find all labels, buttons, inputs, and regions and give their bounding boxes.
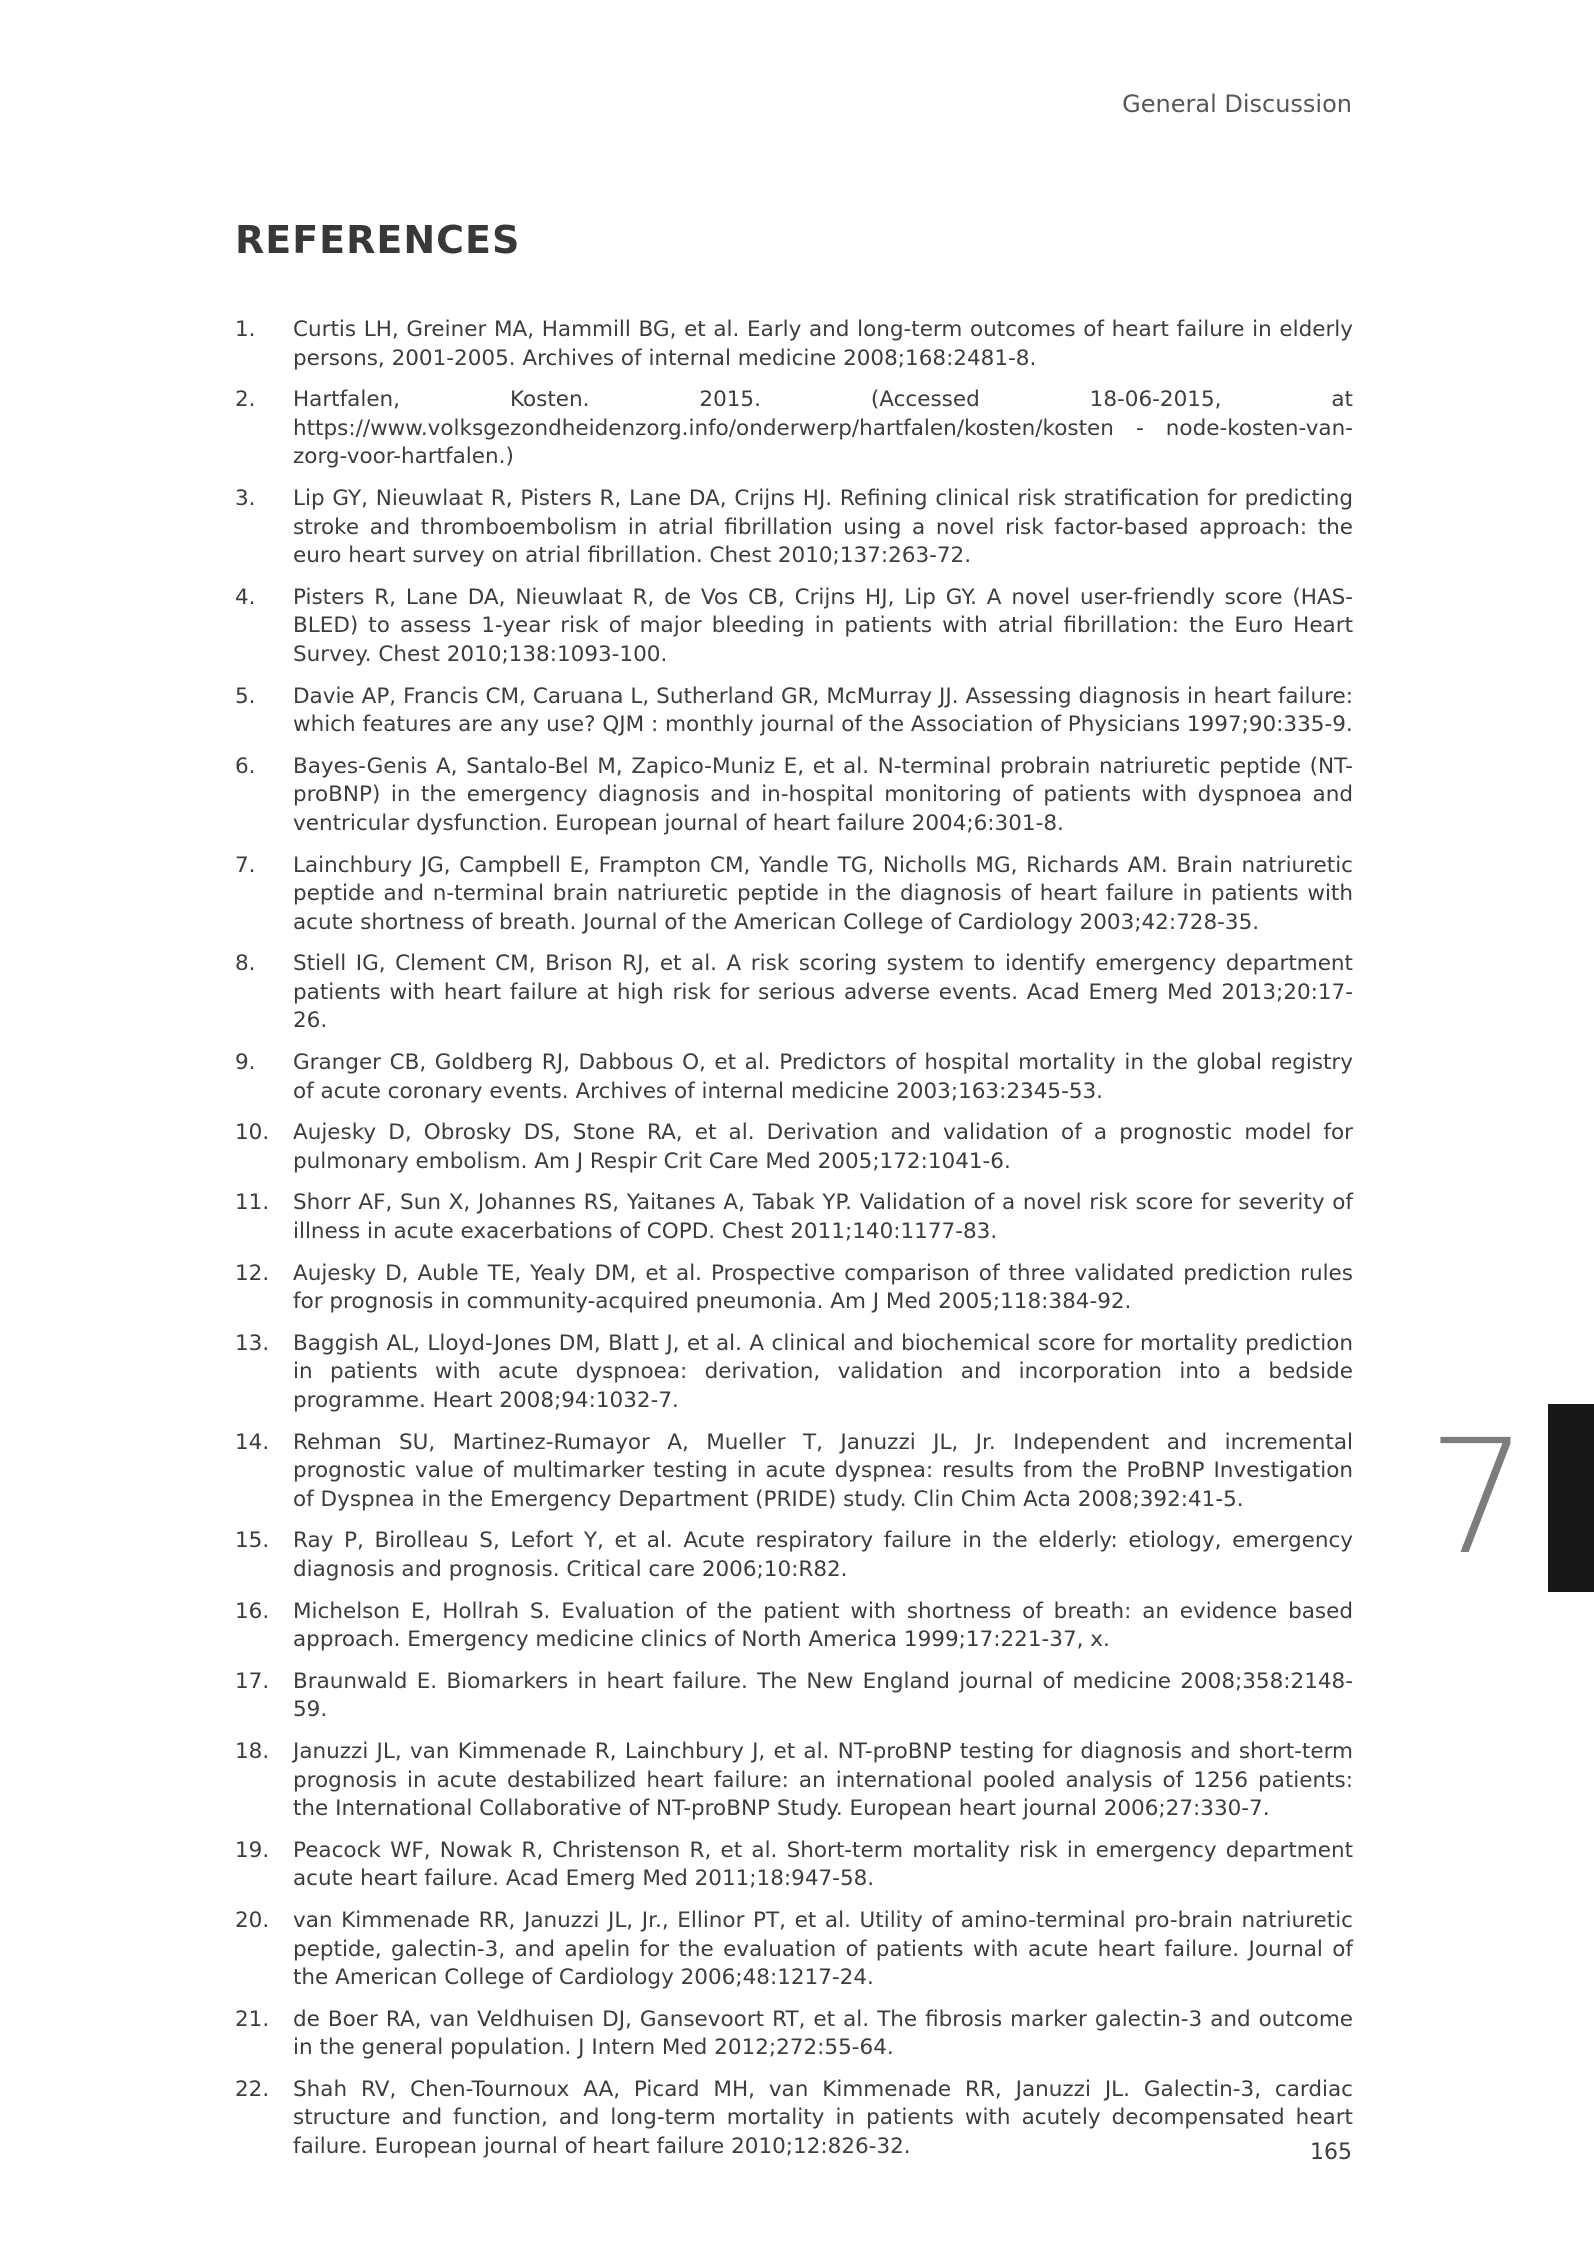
reference-number: 20. — [235, 1907, 270, 1933]
reference-number: 8. — [235, 951, 256, 977]
references-list — [235, 316, 1353, 2162]
reference-item — [235, 1049, 1353, 1106]
reference-text: Januzzi JL, van Kimmenade R, Lainchbury J, et al. NT-proBNP testing for diagnosis and short-term prognosis in acute destabilized heart failure: an international pooled analysis of 1256 patients: the International Collaborative of NT-proBNP Study. European heart journal 2006;27:330-7. — [293, 1738, 1353, 1822]
reference-item — [235, 485, 1353, 571]
reference-number: 19. — [235, 1837, 270, 1863]
reference-item — [235, 1527, 1353, 1584]
reference-text: Bayes-Genis A, Santalo-Bel M, Zapico-Muniz E, et al. N-terminal probrain natriuretic peptide (NT-proBNP) in the emergency diagnosis and in-hospital monitoring of patients with dyspnoea and ventricular dysfunction. European journal of heart failure 2004;6:301-8. — [293, 753, 1353, 836]
reference-number: 5. — [235, 683, 256, 709]
reference-number: 15. — [235, 1528, 270, 1554]
reference-number: 16. — [235, 1598, 270, 1624]
reference-item — [235, 1119, 1353, 1176]
reference-item — [235, 1738, 1353, 1824]
reference-text: Curtis LH, Greiner MA, Hammill BG, et al. Early and long-term outcomes of heart failure in elderly persons, 2001-2005. Archives of internal medicine 2008;168:2481-8. — [293, 317, 1353, 371]
reference-text: Michelson E, Hollrah S. Evaluation of the patient with shortness of breath: an evidence based approach. Emergency medicine clinics of North America 1999;17:221-37, x. — [293, 1598, 1353, 1653]
reference-number: 18. — [235, 1738, 270, 1764]
reference-number: 2. — [235, 387, 256, 413]
reference-text: Baggish AL, Lloyd-Jones DM, Blatt J, et al. A clinical and biochemical score for mortality prediction in patients with acute dyspnoea: derivation, validation and incorporation into a bedside programme. Heart 2008;94:1032-7. — [293, 1330, 1353, 1413]
reference-item — [235, 1837, 1353, 1894]
reference-item — [235, 1598, 1353, 1655]
reference-text: Hartfalen, Kosten. 2015. (Accessed 18-06-2015, at https://www.volksgezondheidenzorg.info/onderwerp/hartfalen/kosten/kosten - node-kosten-van-zorg-voor-hartfalen.) — [293, 387, 1353, 470]
reference-item — [235, 753, 1353, 839]
reference-text: Lainchbury JG, Campbell E, Frampton CM, Yandle TG, Nicholls MG, Richards AM. Brain natriuretic peptide and n-terminal brain natriuretic peptide in the diagnosis of heart failure in patients with acute shortness of breath. Journal of the American College of Cardiology 2003;42:728-35. — [293, 852, 1353, 935]
reference-item — [235, 2006, 1353, 2063]
reference-item — [235, 1907, 1353, 1993]
reference-text: Lip GY, Nieuwlaat R, Pisters R, Lane DA, Crijns HJ. Refining clinical risk stratification for predicting stroke and thromboembolism in atrial fibrillation using a novel risk factor-based approach: the euro heart survey on atrial fibrillation. Chest 2010;137:263-72. — [293, 485, 1353, 569]
reference-number: 9. — [235, 1050, 256, 1076]
reference-number: 17. — [235, 1668, 270, 1694]
reference-text: Shah RV, Chen-Tournoux AA, Picard MH, van Kimmenade RR, Januzzi JL. Galectin-3, cardiac structure and function, and long-term mortality in patients with acutely decompensated heart failure. European journal of heart failure 2010;12:826-32. — [293, 2076, 1353, 2160]
reference-text: Braunwald E. Biomarkers in heart failure. The New England journal of medicine 2008;358:2148-59. — [293, 1668, 1353, 1723]
reference-number: 13. — [235, 1330, 270, 1356]
reference-number: 11. — [235, 1190, 270, 1216]
page-number: 165 — [1310, 2140, 1352, 2165]
reference-item — [235, 1189, 1353, 1246]
reference-number: 4. — [235, 584, 256, 610]
reference-text: Rehman SU, Martinez-Rumayor A, Mueller T, Januzzi JL, Jr. Independent and incremental prognostic value of multimarker testing in acute dyspnea: results from the ProBNP Investigation of Dyspnea in the Emergency Department (PRIDE) study. Clin Chim Acta 2008;392:41-5. — [293, 1429, 1353, 1512]
reference-item — [235, 316, 1353, 373]
reference-text: Peacock WF, Nowak R, Christenson R, et al. Short-term mortality risk in emergency department acute heart failure. Acad Emerg Med 2011;18:947-58. — [293, 1837, 1353, 1892]
reference-text: Davie AP, Francis CM, Caruana L, Sutherland GR, McMurray JJ. Assessing diagnosis in heart failure: which features are any use? QJM : monthly journal of the Association of Physicians 1997;90:335-9. — [293, 683, 1353, 738]
reference-number: 7. — [235, 852, 256, 878]
section-title: REFERENCES — [235, 218, 521, 262]
reference-text: Stiell IG, Clement CM, Brison RJ, et al. A risk scoring system to identify emergency department patients with heart failure at high risk for serious adverse events. Acad Emerg Med 2013;20:17-26. — [293, 951, 1353, 1034]
reference-item — [235, 1668, 1353, 1725]
reference-number: 6. — [235, 753, 256, 779]
reference-item — [235, 1330, 1353, 1416]
reference-text: van Kimmenade RR, Januzzi JL, Jr., Ellinor PT, et al. Utility of amino-terminal pro-brain natriuretic peptide, galectin-3, and apelin for the evaluation of patients with acute heart failure. Journal of the American College of Cardiology 2006;48:1217-24. — [293, 1907, 1353, 1991]
reference-item — [235, 950, 1353, 1036]
reference-item — [235, 584, 1353, 670]
reference-item — [235, 2076, 1353, 2162]
reference-text: Pisters R, Lane DA, Nieuwlaat R, de Vos CB, Crijns HJ, Lip GY. A novel user-friendly score (HAS-BLED) to assess 1-year risk of major bleeding in patients with atrial fibrillation: the Euro Heart Survey. Chest 2010;138:1093-100. — [293, 584, 1353, 667]
reference-item — [235, 852, 1353, 938]
reference-text: Aujesky D, Obrosky DS, Stone RA, et al. Derivation and validation of a prognostic model for pulmonary embolism. Am J Respir Crit Care Med 2005;172:1041-6. — [293, 1120, 1353, 1174]
reference-number: 14. — [235, 1429, 270, 1455]
reference-number: 1. — [235, 317, 256, 342]
reference-text: de Boer RA, van Veldhuisen DJ, Gansevoort RT, et al. The fibrosis marker galectin-3 and outcome in the general population. J Intern Med 2012;272:55-64. — [293, 2006, 1353, 2061]
reference-number: 3. — [235, 485, 256, 511]
reference-text: Granger CB, Goldberg RJ, Dabbous O, et al. Predictors of hospital mortality in the global registry of acute coronary events. Archives of internal medicine 2003;163:2345-53. — [293, 1050, 1353, 1104]
reference-item — [235, 386, 1353, 472]
reference-item — [235, 1429, 1353, 1515]
reference-number: 21. — [235, 2006, 270, 2032]
reference-item — [235, 1260, 1353, 1317]
reference-text: Ray P, Birolleau S, Lefort Y, et al. Acute respiratory failure in the elderly: etiology, emergency diagnosis and prognosis. Critical care 2006;10:R82. — [293, 1528, 1353, 1582]
reference-text: Aujesky D, Auble TE, Yealy DM, et al. Prospective comparison of three validated prediction rules for prognosis in community-acquired pneumonia. Am J Med 2005;118:384-92. — [293, 1260, 1353, 1315]
reference-number: 12. — [235, 1260, 270, 1286]
chapter-number: 7 — [1427, 1406, 1528, 1590]
reference-text: Shorr AF, Sun X, Johannes RS, Yaitanes A, Tabak YP. Validation of a novel risk score for severity of illness in acute exacerbations of COPD. Chest 2011;140:1177-83. — [293, 1190, 1353, 1245]
running-header: General Discussion — [1122, 90, 1352, 118]
page-content — [235, 218, 1353, 2162]
reference-item — [235, 683, 1353, 740]
reference-number: 22. — [235, 2076, 270, 2102]
reference-number: 10. — [235, 1120, 270, 1146]
chapter-tab — [1548, 1404, 1594, 1592]
